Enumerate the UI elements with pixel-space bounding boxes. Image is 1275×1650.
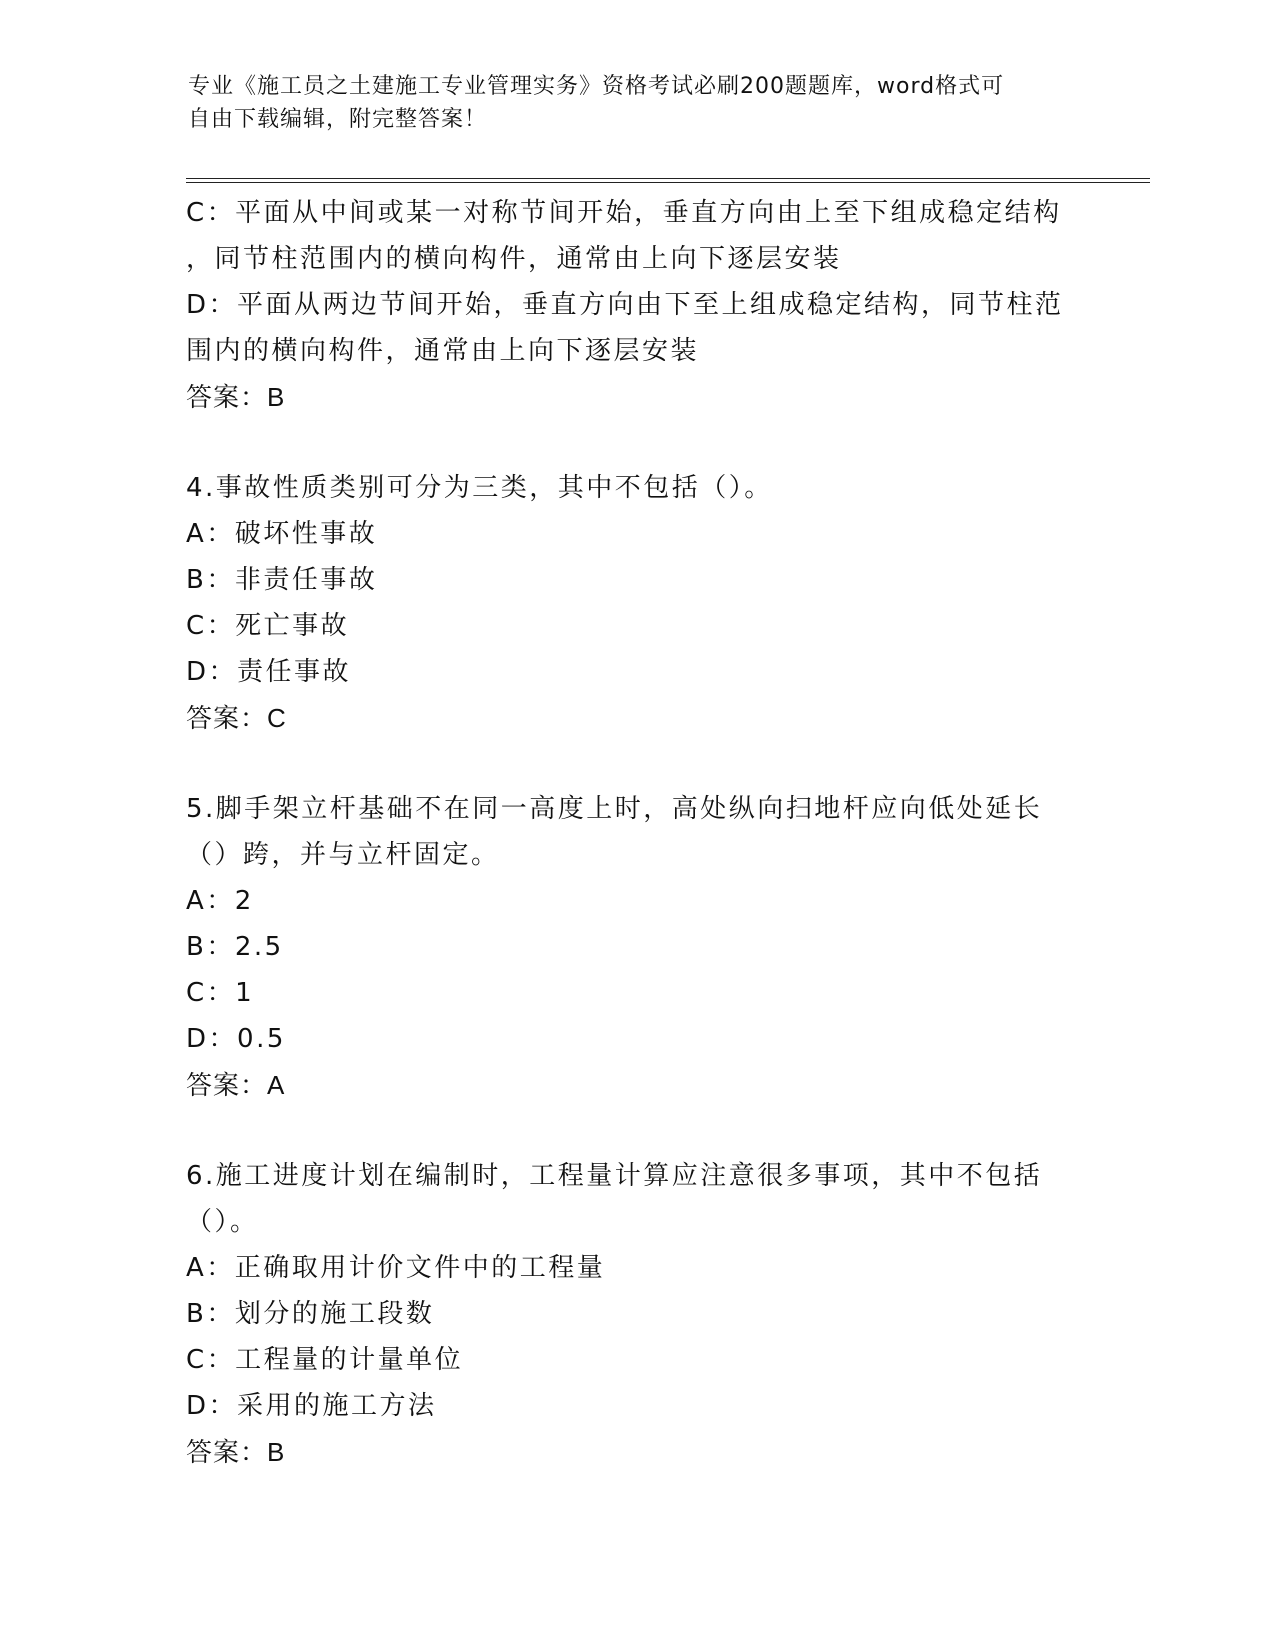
option-b: B：2.5 bbox=[186, 932, 284, 962]
question-3-tail bbox=[186, 190, 1086, 421]
answer-label: 答案： bbox=[186, 1438, 268, 1468]
option-d: D：责任事故 bbox=[186, 657, 352, 687]
question-6 bbox=[186, 1153, 1086, 1476]
option-d-line-1: D：平面从两边节间开始，垂直方向由下至上组成稳定结构，同节柱范 bbox=[186, 290, 1064, 320]
header-title-line-2: 自由下载编辑，附完整答案！ bbox=[188, 107, 488, 132]
option-d: D：采用的施工方法 bbox=[186, 1391, 437, 1421]
question-stem: 4.事故性质类别可分为三类，其中不包括（）。 bbox=[186, 473, 773, 503]
option-b: B：划分的施工段数 bbox=[186, 1299, 435, 1329]
option-a: A：正确取用计价文件中的工程量 bbox=[186, 1253, 606, 1283]
option-c-line-2: ，同节柱范围内的横向构件，通常由上向下逐层安装 bbox=[186, 244, 842, 274]
header-title-line-1: 专业《施工员之土建施工专业管理实务》资格考试必刷200题题库，word格式可 bbox=[188, 74, 1005, 99]
header-divider-top bbox=[186, 178, 1150, 179]
spacer bbox=[186, 421, 1086, 465]
answer-line bbox=[186, 1429, 1086, 1476]
answer-value: C bbox=[267, 703, 287, 733]
answer-line bbox=[186, 695, 1086, 742]
option-c: C：1 bbox=[186, 978, 255, 1008]
answer-line bbox=[186, 374, 1086, 421]
header-divider-bottom bbox=[186, 182, 1150, 183]
question-stem-line-2: （）。 bbox=[186, 1207, 259, 1237]
option-c-line-1: C：平面从中间或某一对称节间开始，垂直方向由上至下组成稳定结构 bbox=[186, 198, 1062, 228]
question-list bbox=[186, 190, 1086, 1476]
answer-label: 答案： bbox=[186, 704, 268, 734]
spacer bbox=[186, 742, 1086, 786]
answer-line bbox=[186, 1062, 1086, 1109]
answer-label: 答案： bbox=[186, 1071, 268, 1101]
answer-value: A bbox=[267, 1070, 286, 1100]
option-b: B：非责任事故 bbox=[186, 565, 378, 595]
option-a: A：2 bbox=[186, 886, 254, 916]
answer-value: B bbox=[267, 1437, 286, 1467]
question-stem-line-1: 5.脚手架立杆基础不在同一高度上时，高处纵向扫地杆应向低处延长 bbox=[186, 794, 1043, 824]
option-a: A：破坏性事故 bbox=[186, 519, 378, 549]
document-header bbox=[188, 70, 1068, 136]
option-c: C：工程量的计量单位 bbox=[186, 1345, 464, 1375]
answer-label: 答案： bbox=[186, 383, 268, 413]
option-c: C：死亡事故 bbox=[186, 611, 350, 641]
question-4 bbox=[186, 465, 1086, 742]
question-stem-line-1: 6.施工进度计划在编制时，工程量计算应注意很多事项，其中不包括 bbox=[186, 1161, 1043, 1191]
answer-value: B bbox=[267, 382, 286, 412]
option-d-line-2: 围内的横向构件，通常由上向下逐层安装 bbox=[186, 336, 700, 366]
option-d: D：0.5 bbox=[186, 1024, 286, 1054]
question-5 bbox=[186, 786, 1086, 1109]
question-stem-line-2: （）跨，并与立杆固定。 bbox=[186, 840, 500, 870]
spacer bbox=[186, 1109, 1086, 1153]
